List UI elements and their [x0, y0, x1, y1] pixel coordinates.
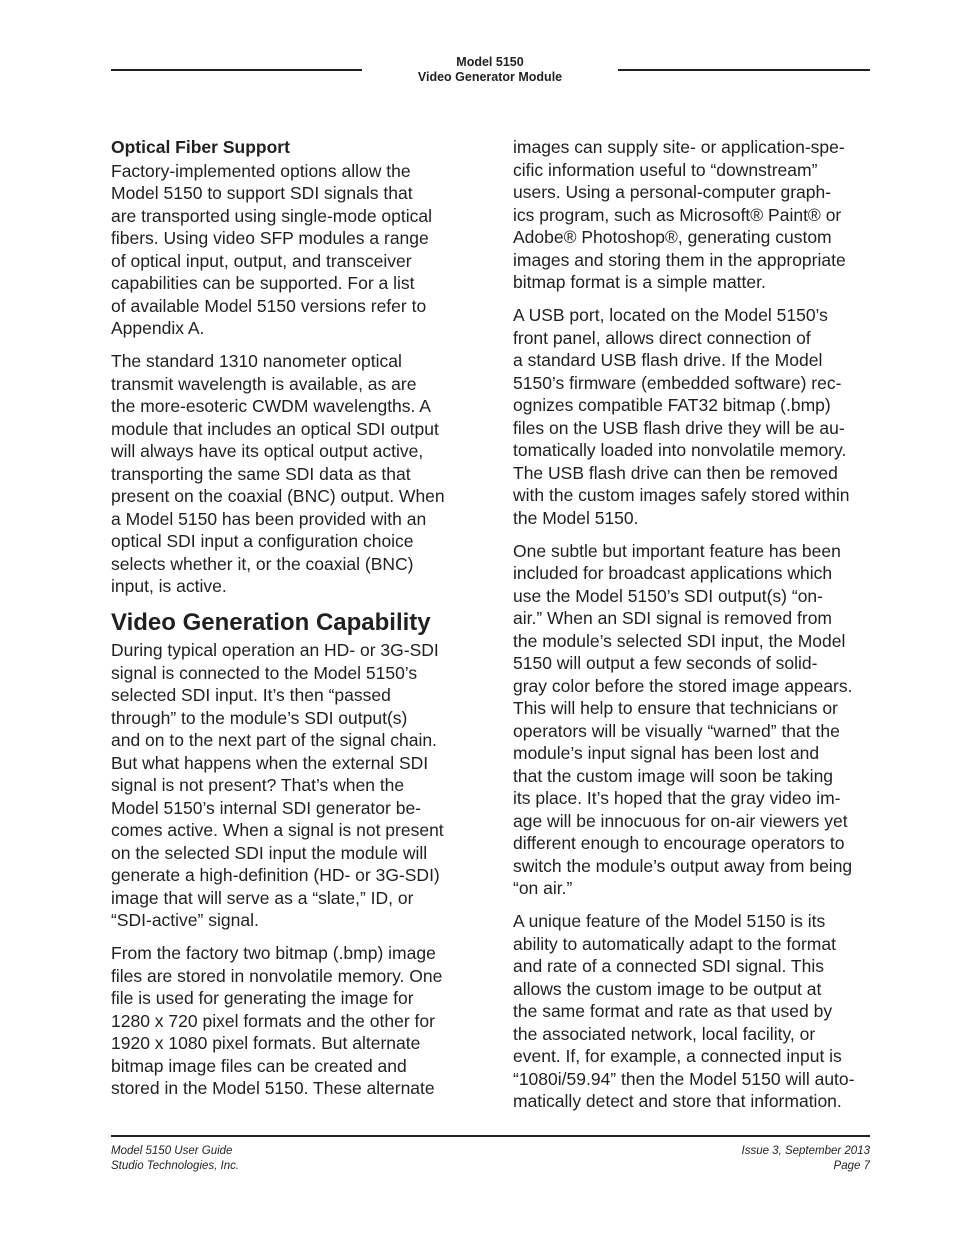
footer-company: Studio Technologies, Inc. — [111, 1160, 240, 1172]
header-model: Model 5150 — [456, 55, 524, 69]
paragraph-wavelength: The standard 1310 nanometer optical transmit wavelength is available, as are the more-esoteric CWDM wavelengths. A module that includes an optical SDI output will always have its optical output active, transporting the same SDI data as that present on the coaxial (BNC) output. When a Model 5150 has been provided with an optical SDI input a configuration choice selects whether it, or the coaxial (BNC) input, is active. — [111, 351, 445, 596]
paragraph-typical-operation: During typical operation an HD- or 3G-SDI signal is connected to the Model 5150’s selected SDI input. It’s then “passed through” to the module’s SDI output(s) and on to the next part of the signal chain. But what happens when the external SDI signal is not present? That’s when the Model 5150’s internal SDI generator be- comes active. When a signal is not present on the selected SDI input the module will generate a high-definition (HD- or 3G-SDI) image that will serve as a “slate,” ID, or “SDI-active” signal. — [111, 640, 444, 930]
header-rule-left — [111, 69, 362, 71]
header-rule-right — [618, 69, 870, 71]
footer-rule — [111, 1135, 870, 1137]
paragraph-usb-port: A USB port, located on the Model 5150’s front panel, allows direct connection of a standard USB flash drive. If the Model 5150’s firmware (embedded software) rec- ognizes compatible FAT32 bitmap (.bmp) files on the USB flash drive they will be au- tomatically loaded into nonvolatile memory. The USB flash drive can then be removed with the custom images safely stored within the Model 5150. — [513, 305, 850, 528]
paragraph-optical-options: Factory-implemented options allow the Model 5150 to support SDI signals that are transported using single-mode optical fibers. Using video SFP modules a range of optical input, output, and transceiver capabilities can be supported. For a list of available Model 5150 versions refer to Appendix A. — [111, 160, 433, 338]
paragraph-auto-adapt: A unique feature of the Model 5150 is its ability to automatically adapt to the format and rate of a connected SDI signal. This allows the custom image to be output at the same format and rate as that used by the associated network, local facility, or event. If, for example, a connected input is “1080i/59.94” then the Model 5150 will auto- matically detect and store that information. — [513, 911, 855, 1111]
header-module-name: Video Generator Module — [417, 70, 563, 84]
paragraph-custom-images: images can supply site- or application-spe- cific information useful to “downstream” users. Using a personal-computer graph- ics program, such as Microsoft® Paint® or Adobe® Photoshop®, generating custom images and storing them in the appropriate bitmap format is a simple matter. — [513, 137, 846, 292]
subheading-optical-fiber: Optical Fiber Support — [111, 137, 290, 157]
paragraph-on-air-feature: One subtle but important feature has been included for broadcast applications which use the Model 5150’s SDI output(s) “on- air.” When an SDI signal is removed from the module’s selected SDI input, the Model 5150 will output a few seconds of solid- gray color before the stored image appears. This will help to ensure that technicians or operators will be visually “warned” that the module’s input signal has been lost and that the custom image will soon be taking its place. It’s hoped that the gray video im- age will be innocuous for on-air viewers yet different enough to encourage operators to switch the module’s output away from being “on air.” — [513, 540, 853, 898]
paragraph-bitmap-files: From the factory two bitmap (.bmp) image files are stored in nonvolatile memory. One file is used for generating the image for 1280 x 720 pixel formats and the other for 1920 x 1080 pixel formats. But alternate bitmap image files can be created and stored in the Model 5150. These alternate — [111, 943, 443, 1098]
left-column — [111, 136, 481, 1110]
section-heading-video-generation: Video Generation Capability — [111, 609, 431, 636]
right-column — [513, 136, 893, 1123]
footer-issue: Issue 3, September 2013 — [741, 1145, 870, 1157]
footer-page-number: Page 7 — [833, 1160, 870, 1172]
footer-guide-title: Model 5150 User Guide — [111, 1145, 233, 1157]
